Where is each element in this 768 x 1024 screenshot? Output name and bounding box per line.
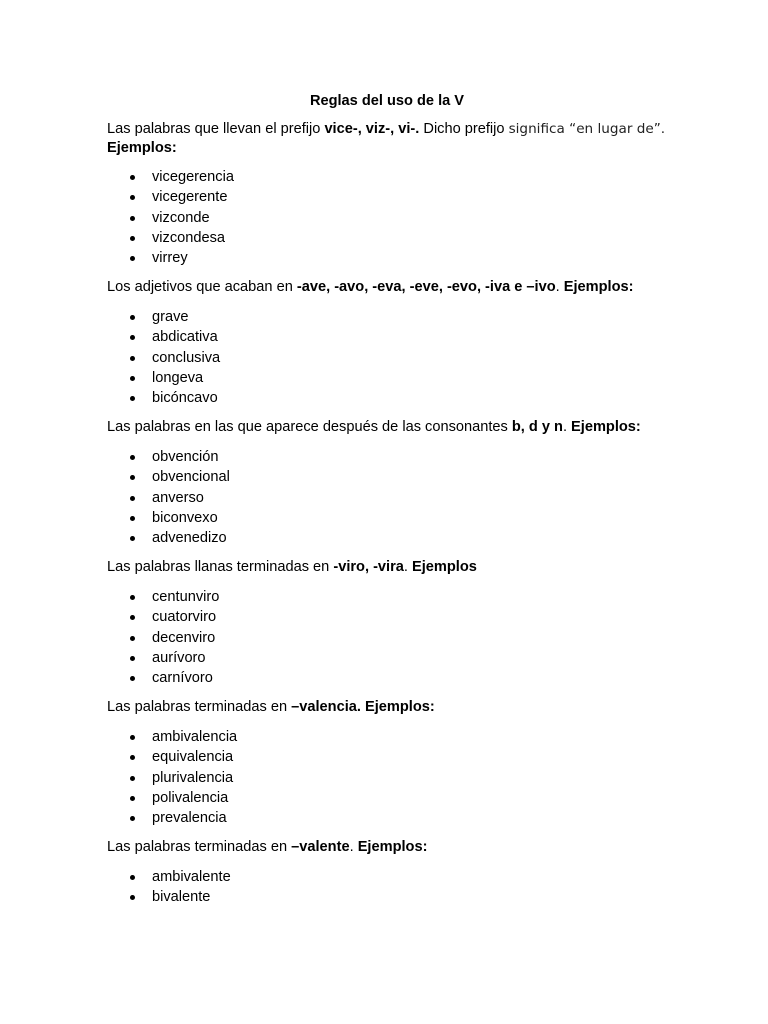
rule-paragraph [107,698,667,717]
rule-intro: Las palabras que llevan el prefijo [107,121,325,137]
rule-connector: Dicho prefijo [419,121,509,137]
rule-section [107,698,667,828]
bullet-icon [130,195,135,200]
list-item [107,508,667,528]
example-word: obvención [152,448,219,465]
example-word: ambivalencia [152,728,238,745]
example-word: carnívoro [152,670,213,687]
document-page [107,92,667,918]
rule-connector: . [403,559,413,576]
list-item [107,628,667,648]
examples-label: Ejemplos [412,559,477,576]
bullet-icon [130,875,135,880]
rule-meaning: significa “en lugar de”. [508,121,666,137]
rule-paragraph [107,120,667,157]
list-item [107,668,667,688]
example-word: ambivalente [152,868,231,885]
example-word: advenedizo [152,530,227,547]
example-word: aurívoro [152,649,206,666]
rule-intro: Los adjetivos que acaban en [107,279,297,296]
example-word: grave [152,308,189,325]
list-item [107,528,667,548]
rule-pattern: vice-, viz-, vi-. [324,121,420,137]
example-list [107,307,667,408]
rule-paragraph [107,278,667,297]
list-item [107,648,667,668]
list-item [107,467,667,487]
list-item [107,228,667,248]
bullet-icon [130,755,135,760]
bullet-icon [130,656,135,661]
example-word: obvencional [152,469,230,486]
example-word: longeva [152,369,204,386]
example-word: plurivalencia [152,769,234,786]
bullet-icon [130,356,135,361]
examples-label: Ejemplos: [571,419,641,436]
bullet-icon [130,636,135,641]
list-item [107,307,667,327]
list-item [107,388,667,408]
example-word: prevalencia [152,810,227,827]
bullet-icon [130,335,135,340]
bullet-icon [130,615,135,620]
example-word: vicegerencia [152,169,234,185]
bullet-icon [130,595,135,600]
rule-intro: Las palabras terminadas en [107,839,292,856]
example-list [107,867,667,908]
example-word: biconvexo [152,509,218,526]
example-word: abdicativa [152,329,218,346]
bullet-icon [130,676,135,681]
bullet-icon [130,236,135,241]
bullet-icon [130,455,135,460]
rule-pattern: –valente [291,839,350,856]
example-word: equivalencia [152,749,234,766]
bullet-icon [130,475,135,480]
examples-label: Ejemplos: [563,279,634,296]
document-title: Reglas del uso de la V [309,93,465,109]
examples-label: Ejemplos: [357,839,428,856]
rule-section [107,278,667,408]
example-word: virrey [152,250,188,267]
example-word: cuatorviro [152,609,217,626]
rule-pattern: b, d y n [511,419,563,436]
list-item [107,327,667,347]
list-item [107,607,667,627]
example-word: centunviro [152,588,220,605]
example-word: vizcondesa [152,229,226,246]
rule-paragraph [107,418,667,437]
rule-section [107,418,667,548]
list-item [107,867,667,887]
rule-pattern: –valencia. Ejemplos: [291,699,435,716]
list-item [107,368,667,388]
rule-connector: . [555,279,564,296]
list-item [107,727,667,747]
example-list [107,167,667,268]
bullet-icon [130,376,135,381]
rule-section [107,838,667,907]
list-item [107,447,667,467]
list-item [107,768,667,788]
example-word: bicóncavo [152,390,218,407]
list-item [107,747,667,767]
example-word: polivalencia [152,789,229,806]
bullet-icon [130,175,135,180]
list-item [107,167,667,187]
example-word: anverso [152,489,204,506]
bullet-icon [130,516,135,521]
rule-intro: Las palabras llanas terminadas en [107,559,334,576]
example-word: bivalente [152,889,211,906]
list-item [107,187,667,207]
rule-connector: . [562,419,572,436]
list-item [107,887,667,907]
example-word: decenviro [152,629,216,646]
list-item [107,248,667,268]
bullet-icon [130,496,135,501]
rule-paragraph [107,838,667,857]
example-list [107,587,667,688]
bullet-icon [130,776,135,781]
list-item [107,348,667,368]
list-item [107,788,667,808]
example-list [107,447,667,548]
list-item [107,488,667,508]
bullet-icon [130,735,135,740]
bullet-icon [130,256,135,261]
bullet-icon [130,396,135,401]
rule-pattern: -ave, -avo, -eva, -eve, -evo, -iva e –ivo [296,279,556,296]
bullet-icon [130,895,135,900]
rule-section [107,558,667,688]
bullet-icon [130,315,135,320]
example-list [107,727,667,828]
rule-paragraph [107,558,667,577]
example-word: conclusiva [152,349,221,366]
bullet-icon [130,796,135,801]
rule-intro: Las palabras en las que aparece después de las consonantes [107,419,512,436]
rule-section [107,120,667,268]
examples-label: Ejemplos: [107,139,177,156]
bullet-icon [130,816,135,821]
list-item [107,587,667,607]
list-item [107,208,667,228]
rule-pattern: -viro, -vira [333,559,404,576]
bullet-icon [130,216,135,221]
example-word: vizconde [152,209,210,226]
rule-intro: Las palabras terminadas en [107,699,292,716]
example-word: vicegerente [152,189,228,206]
bullet-icon [130,536,135,541]
list-item [107,808,667,828]
rule-connector: . [349,839,358,856]
